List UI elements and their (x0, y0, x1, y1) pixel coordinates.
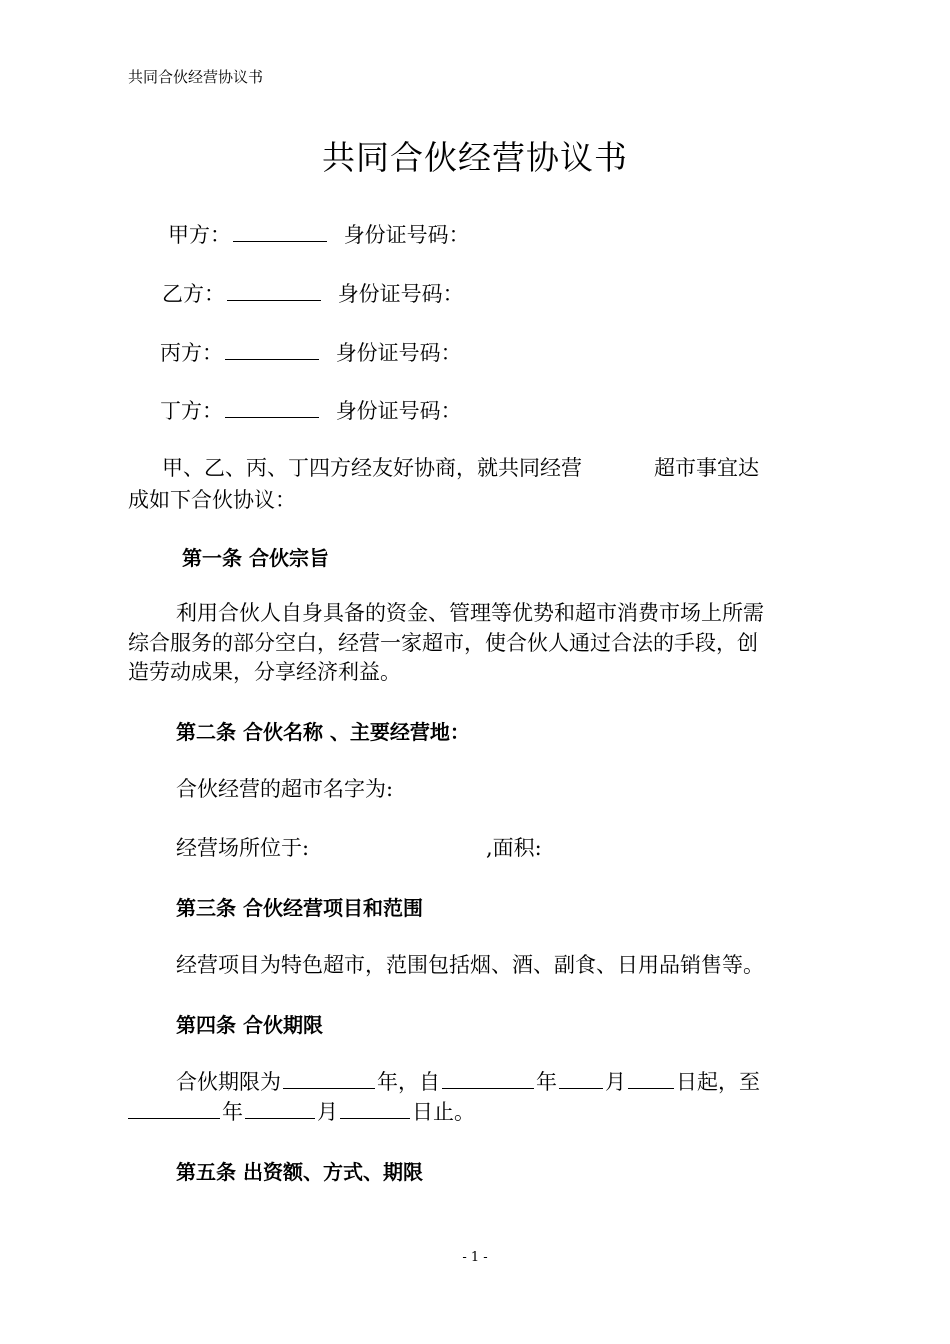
party-a-label: 甲方： (168, 223, 231, 247)
term-text-b: 年，自 (377, 1070, 440, 1094)
term-text-a: 合伙期限为 (176, 1070, 281, 1094)
start-month-blank (559, 1068, 603, 1089)
article-1-heading: 第一条 合伙宗旨 (182, 546, 329, 570)
location-line-a: 经营场所位于: (176, 836, 310, 860)
article-1-line-1: 利用合伙人自身具备的资金、管理等优势和超市消费市场上所需 (176, 601, 764, 625)
term-text-h: 日止。 (412, 1100, 475, 1124)
end-month-blank (245, 1098, 315, 1119)
page-number: - 1 - (462, 1250, 488, 1265)
term-text-f: 年 (222, 1100, 243, 1124)
supermarket-name-line: 合伙经营的超市名字为: (176, 777, 394, 801)
intro-text-b: 超市事宜达 (654, 456, 759, 480)
party-a-name-blank (233, 221, 327, 242)
party-b-label: 乙方： (162, 282, 225, 306)
term-text-d: 月 (605, 1070, 626, 1094)
party-c-name-blank (225, 339, 319, 360)
start-day-blank (628, 1068, 674, 1089)
end-day-blank (340, 1098, 410, 1119)
party-b-name-blank (227, 280, 321, 301)
article-3-text: 经营项目为特色超市，范围包括烟、酒、副食、日用品销售等。 (176, 953, 764, 977)
term-line-1 (176, 1066, 760, 1098)
party-d-id-label: 身份证号码： (335, 399, 462, 423)
term-text-e: 日起，至 (676, 1070, 760, 1094)
party-c-label: 丙方： (160, 341, 223, 365)
intro-text-a: 甲、乙、丙、丁四方经友好协商，就共同经营 (162, 456, 582, 480)
term-line-2 (128, 1096, 475, 1128)
party-d-label: 丁方： (160, 399, 223, 423)
start-year-blank (442, 1068, 534, 1089)
document-title: 共同合伙经营协议书 (322, 138, 628, 177)
party-c-line (160, 337, 462, 367)
article-5-heading: 第五条 出资额、方式、期限 (176, 1160, 423, 1184)
intro-line-1 (162, 452, 759, 484)
location-line-b: ,面积: (486, 836, 542, 860)
party-a-id-label: 身份证号码： (343, 223, 470, 247)
party-b-id-label: 身份证号码： (337, 282, 464, 306)
article-1-line-2: 综合服务的部分空白，经营一家超市，使合伙人通过合法的手段，创 (128, 631, 758, 655)
end-year-blank (128, 1098, 220, 1119)
term-text-c: 年 (536, 1070, 557, 1094)
term-text-g: 月 (317, 1100, 338, 1124)
intro-line-2: 成如下合伙协议： (128, 488, 296, 512)
party-d-line (160, 395, 462, 425)
article-1-line-3: 造劳动成果，分享经济利益。 (128, 660, 401, 684)
party-a-line (168, 219, 470, 249)
article-3-heading: 第三条 合伙经营项目和范围 (176, 896, 423, 920)
party-c-id-label: 身份证号码： (335, 341, 462, 365)
party-b-line (162, 278, 464, 308)
article-4-heading: 第四条 合伙期限 (176, 1013, 323, 1037)
term-years-blank (283, 1068, 375, 1089)
party-d-name-blank (225, 397, 319, 418)
article-2-heading: 第二条 合伙名称 、主要经营地： (176, 720, 470, 744)
running-header: 共同合伙经营协议书 (128, 68, 264, 86)
